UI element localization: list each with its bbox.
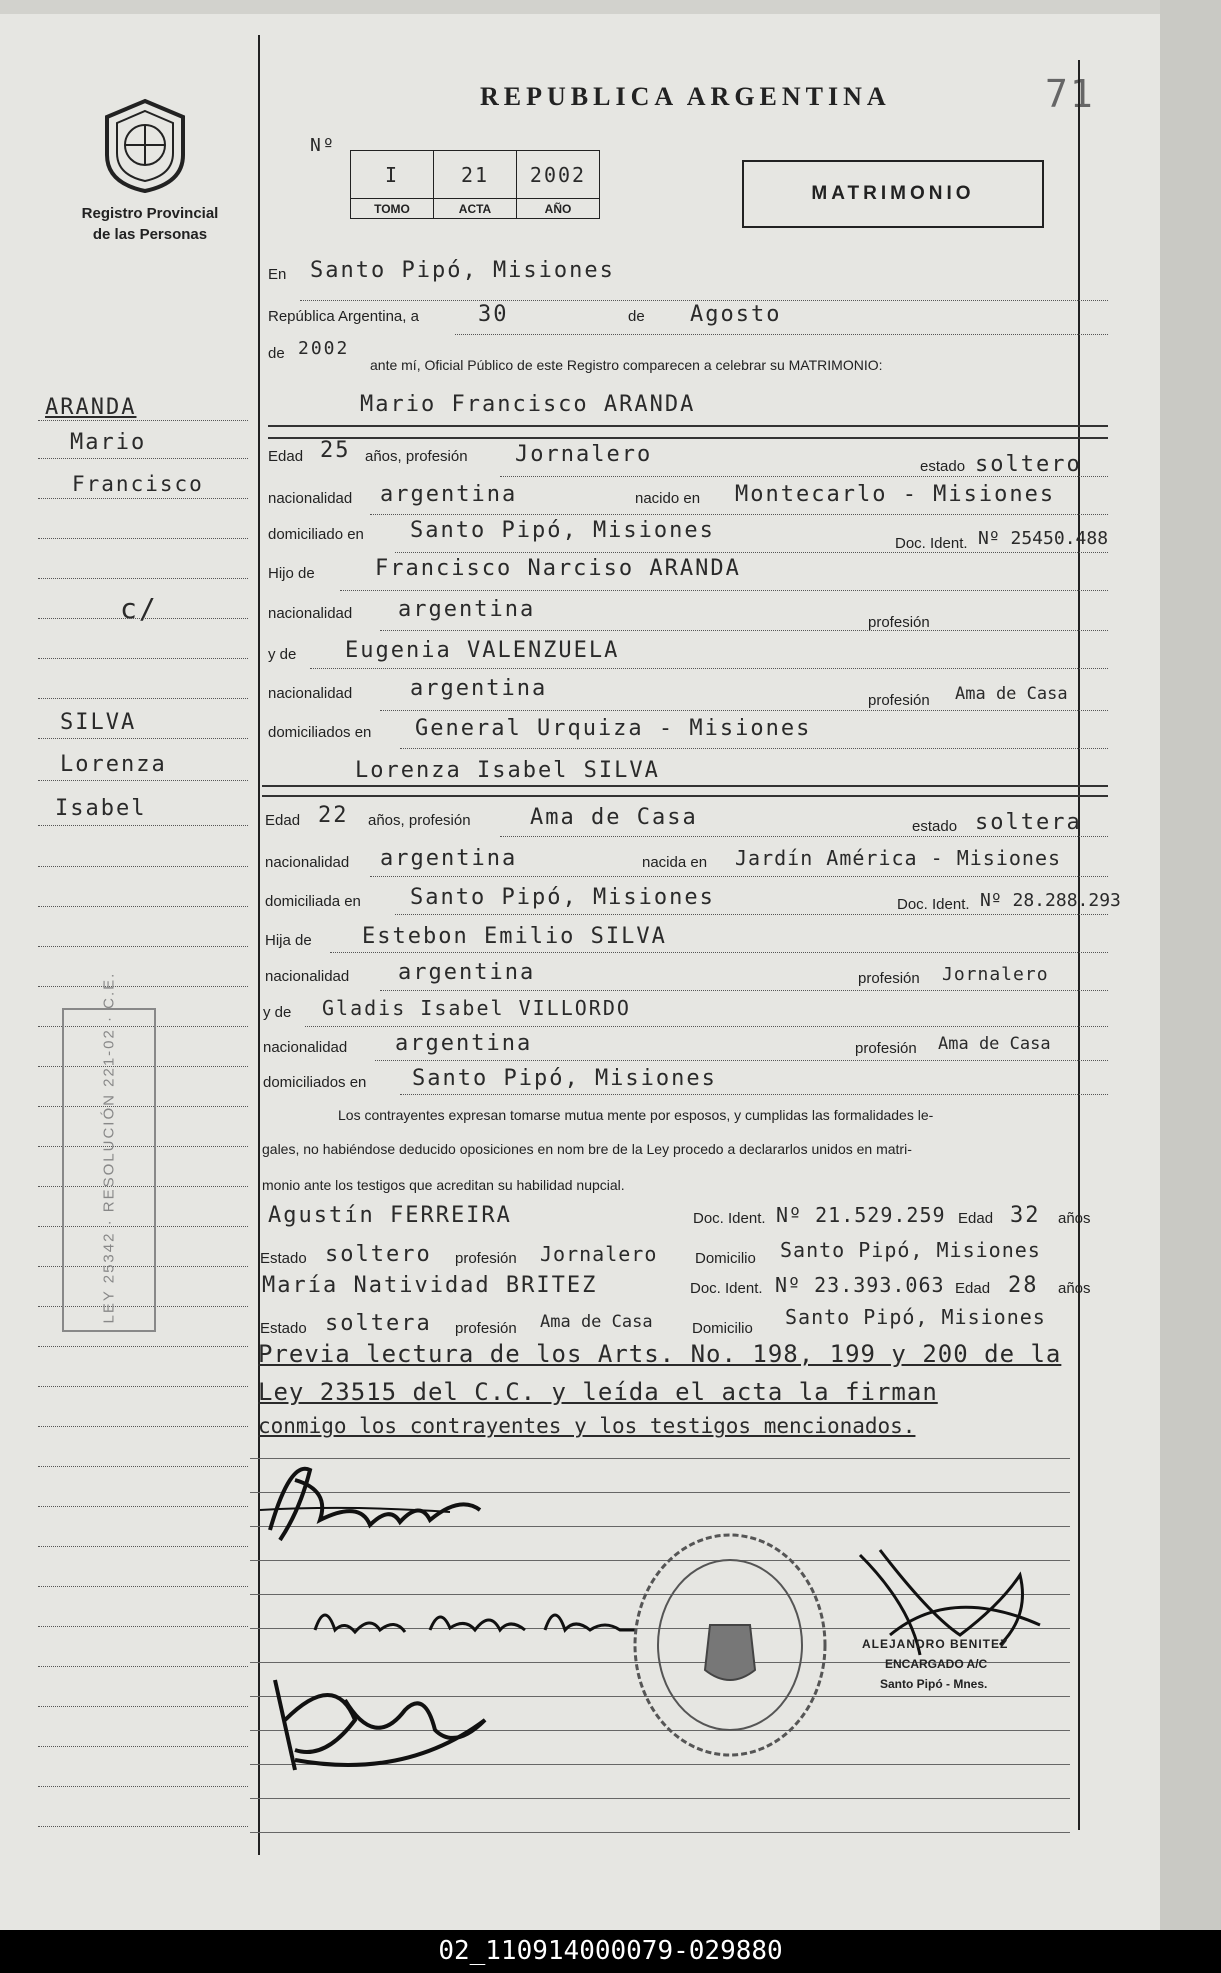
- groom-mother-nationality: argentina: [410, 676, 548, 701]
- intro-day: 30: [478, 302, 509, 327]
- image-caption: 02_110914000079-029880: [0, 1930, 1221, 1973]
- groom-full-name: Mario Francisco ARANDA: [360, 392, 696, 417]
- bride-father-nationality: argentina: [398, 960, 536, 985]
- rule-line: [310, 668, 1108, 669]
- bride-y-de-label: y de: [263, 1004, 292, 1021]
- witness1-doc: Nº 21.529.259: [776, 1203, 946, 1227]
- margin-groom-name1: Mario: [70, 430, 147, 455]
- rule-line: [400, 748, 1108, 749]
- acta-label: ACTA: [434, 199, 517, 219]
- margin-rule: [38, 1386, 248, 1387]
- hija-de-label: Hija de: [265, 932, 312, 949]
- rule-line: [380, 710, 1108, 711]
- bride-doc-label: Doc. Ident.: [897, 896, 970, 913]
- groom-doc-label: Doc. Ident.: [895, 535, 968, 552]
- bride-birthplace: Jardín América - Misiones: [735, 846, 1062, 870]
- margin-divider: [258, 35, 260, 1855]
- margin-stamp-text: LEY 25342 · RESOLUCIÓN 221-02 · C.E.: [100, 971, 118, 1324]
- margin-bride-name1: Lorenza: [60, 752, 167, 777]
- bride-father-nac-label: nacionalidad: [265, 968, 350, 985]
- bride-parents-domiciliados-label: domiciliados en: [263, 1074, 367, 1091]
- bride-parents-address: Santo Pipó, Misiones: [412, 1066, 717, 1091]
- bride-profession: Ama de Casa: [530, 805, 698, 830]
- groom-age: 25: [320, 438, 351, 463]
- official-office: Santo Pipó - Mnes.: [880, 1677, 988, 1691]
- en-label: En: [268, 266, 287, 283]
- registry-logo-icon: [95, 95, 195, 195]
- page-binding-edge: [1160, 0, 1221, 1930]
- rule-line: [262, 785, 1108, 787]
- margin-rule: [38, 738, 248, 739]
- margin-rule: [38, 498, 248, 499]
- witness2-estado-label: Estado: [260, 1320, 307, 1337]
- margin-rule: [38, 458, 248, 459]
- bride-mother-nac-label: nacionalidad: [263, 1039, 348, 1056]
- bride-signature: [310, 1590, 640, 1650]
- official-seal-icon: [630, 1530, 830, 1760]
- witness1-status: soltero: [325, 1242, 432, 1267]
- page-number: 71: [1045, 72, 1095, 116]
- margin-rule: [38, 538, 248, 539]
- groom-domiciliado-label: domiciliado en: [268, 526, 364, 543]
- bride-nationality: argentina: [380, 846, 518, 871]
- witness1-age: 32: [1010, 1203, 1041, 1228]
- bride-father-profesion-label: profesión: [858, 970, 920, 987]
- groom-anos-profesion-label: años, profesión: [365, 448, 468, 465]
- groom-civil-status: soltero: [975, 452, 1082, 477]
- bride-mother-profession: Ama de Casa: [938, 1034, 1051, 1054]
- bride-nacionalidad-label: nacionalidad: [265, 854, 350, 871]
- groom-nacido-label: nacido en: [635, 490, 701, 507]
- bride-full-name: Lorenza Isabel SILVA: [355, 758, 660, 783]
- official-title: ENCARGADO A/C: [885, 1657, 988, 1671]
- bride-doc: Nº 28.288.293: [980, 890, 1121, 911]
- witness2-edad-label: Edad: [955, 1280, 991, 1297]
- appear-text: ante mí, Oficial Público de este Registro comparecen a celebrar su MATRIMONIO:: [370, 357, 883, 373]
- groom-father-profesion-label: profesión: [868, 614, 930, 631]
- margin-rule: [38, 986, 248, 987]
- margin-rule: [38, 1506, 248, 1507]
- groom-mother-nac-label: nacionalidad: [268, 685, 353, 702]
- rule-line: [300, 300, 1108, 301]
- de-label: de: [628, 308, 645, 325]
- declaration-line3: monio ante los testigos que acreditan su habilidad nupcial.: [262, 1177, 625, 1193]
- witness2-age: 28: [1008, 1273, 1039, 1298]
- year-prefix-label: de: [268, 345, 285, 362]
- bride-nacida-label: nacida en: [642, 854, 708, 871]
- bride-anos-profesion-label: años, profesión: [368, 812, 471, 829]
- rule-line: [268, 425, 1108, 427]
- rule-line: [250, 1832, 1070, 1833]
- bride-mother: Gladis Isabel VILLORDO: [322, 996, 631, 1020]
- bride-edad-label: Edad: [265, 812, 301, 829]
- groom-estado-label: estado: [920, 458, 966, 475]
- hijo-de-label: Hijo de: [268, 565, 315, 582]
- witness1-estado-label: Estado: [260, 1250, 307, 1267]
- bride-address: Santo Pipó, Misiones: [410, 885, 715, 910]
- page-top-edge: [0, 0, 1221, 14]
- closing-line3: conmigo los contrayentes y los testigos mencionados.: [258, 1414, 916, 1438]
- rule-line: [375, 1060, 1108, 1061]
- bride-mother-nationality: argentina: [395, 1031, 533, 1056]
- margin-rule: [38, 906, 248, 907]
- margin-rule: [38, 1546, 248, 1547]
- rule-line: [500, 476, 1108, 477]
- rule-line: [340, 590, 1108, 591]
- intro-place: Santo Pipó, Misiones: [310, 258, 615, 283]
- intro-year: 2002: [298, 338, 350, 359]
- witness1-profession: Jornalero: [540, 1242, 658, 1266]
- margin-rule: [38, 825, 248, 826]
- margin-rule: [38, 1466, 248, 1467]
- rule-line: [330, 952, 1108, 953]
- witness1-domicilio-label: Domicilio: [695, 1250, 756, 1267]
- right-border: [1078, 60, 1080, 1830]
- margin-groom-surname: ARANDA: [45, 395, 137, 420]
- margin-rule: [38, 578, 248, 579]
- groom-signature: [250, 1450, 490, 1560]
- margin-rule: [38, 1826, 248, 1827]
- margin-rule: [38, 1786, 248, 1787]
- bride-civil-status: soltera: [975, 810, 1082, 835]
- margin-rule: [38, 946, 248, 947]
- groom-nacionalidad-label: nacionalidad: [268, 490, 353, 507]
- witness1-doc-label: Doc. Ident.: [693, 1210, 766, 1227]
- groom-parents-domiciliados-label: domiciliados en: [268, 724, 372, 741]
- registry-table: [350, 150, 600, 219]
- witness2-anos-label: años: [1058, 1280, 1091, 1297]
- document-type: MATRIMONIO: [811, 183, 975, 204]
- groom-nationality: argentina: [380, 482, 518, 507]
- margin-rule: [38, 1666, 248, 1667]
- witness2-profesion-label: profesión: [455, 1320, 517, 1337]
- witness2-profession: Ama de Casa: [540, 1312, 653, 1332]
- intro-month: Agosto: [690, 302, 782, 327]
- bride-father: Estebon Emilio SILVA: [362, 924, 667, 949]
- groom-father: Francisco Narciso ARANDA: [375, 556, 741, 581]
- rule-line: [370, 514, 1108, 515]
- margin-rule: [38, 1706, 248, 1707]
- closing-line2: Ley 23515 del C.C. y leída el acta la firman: [258, 1378, 938, 1406]
- witness-signature: [255, 1660, 495, 1790]
- margin-bride-surname: SILVA: [60, 710, 137, 735]
- registry-name-line2: de las Personas: [92, 226, 208, 243]
- rule-line: [370, 876, 1108, 877]
- margin-stamp: [62, 971, 156, 1332]
- witness2-name: María Natividad BRITEZ: [262, 1273, 598, 1298]
- tomo-label: TOMO: [351, 199, 434, 219]
- groom-y-de-label: y de: [268, 646, 297, 663]
- witness1-address: Santo Pipó, Misiones: [780, 1238, 1041, 1262]
- registry-name-line1: Registro Provincial: [81, 205, 219, 222]
- margin-rule: [38, 420, 248, 421]
- margin-rule: [38, 780, 248, 781]
- groom-doc: Nº 25450.488: [978, 528, 1109, 549]
- document-type-box: [742, 160, 1044, 228]
- margin-groom-name2: Francisco: [72, 472, 204, 496]
- rule-line: [262, 795, 1108, 797]
- witness2-doc: Nº 23.393.063: [775, 1273, 945, 1297]
- witness2-domicilio-label: Domicilio: [692, 1320, 753, 1337]
- republic-label: República Argentina, a: [268, 308, 419, 325]
- official-name: ALEJANDRO BENITEZ: [862, 1637, 1009, 1651]
- rule-line: [268, 437, 1108, 439]
- margin-rule: [38, 698, 248, 699]
- groom-edad-label: Edad: [268, 448, 304, 465]
- groom-father-nac-label: nacionalidad: [268, 605, 353, 622]
- bride-age: 22: [318, 803, 349, 828]
- ano-value: 2002: [517, 151, 600, 199]
- tomo-value: I: [351, 151, 434, 199]
- witness1-profesion-label: profesión: [455, 1250, 517, 1267]
- groom-parents-address: General Urquiza - Misiones: [415, 716, 812, 741]
- witness1-anos-label: años: [1058, 1210, 1091, 1227]
- groom-birthplace: Montecarlo - Misiones: [735, 482, 1056, 507]
- witness1-name: Agustín FERREIRA: [268, 1203, 512, 1228]
- witness2-doc-label: Doc. Ident.: [690, 1280, 763, 1297]
- bride-mother-profesion-label: profesión: [855, 1040, 917, 1057]
- groom-mother-profession: Ama de Casa: [955, 684, 1068, 704]
- margin-rule: [38, 866, 248, 867]
- country-title: REPUBLICA ARGENTINA: [480, 82, 891, 111]
- bride-father-profession: Jornalero: [942, 964, 1049, 985]
- groom-profession: Jornalero: [515, 442, 653, 467]
- margin-rule: [38, 1586, 248, 1587]
- ano-label: AÑO: [517, 199, 600, 219]
- witness1-edad-label: Edad: [958, 1210, 994, 1227]
- groom-address: Santo Pipó, Misiones: [410, 518, 715, 543]
- rule-line: [305, 1026, 1108, 1027]
- witness2-address: Santo Pipó, Misiones: [785, 1305, 1046, 1329]
- margin-rule: [38, 1346, 248, 1347]
- groom-mother: Eugenia VALENZUELA: [345, 638, 620, 663]
- rule-line: [380, 990, 1108, 991]
- declaration-line2: gales, no habiéndose deducido oposiciones en nom bre de la Ley procedo a declararlos unidos en matri-: [262, 1141, 912, 1157]
- margin-connector: c/: [120, 592, 158, 625]
- closing-line1: Previa lectura de los Arts. No. 198, 199 y 200 de la: [258, 1340, 1062, 1368]
- witness2-status: soltera: [325, 1311, 432, 1336]
- groom-mother-profesion-label: profesión: [868, 692, 930, 709]
- rule-line: [395, 914, 1108, 915]
- bride-estado-label: estado: [912, 818, 958, 835]
- rule-line: [395, 552, 1108, 553]
- rule-line: [250, 1798, 1070, 1799]
- tome-prefix: Nº: [310, 135, 336, 156]
- acta-value: 21: [434, 151, 517, 199]
- bride-domiciliada-label: domiciliada en: [265, 893, 361, 910]
- rule-line: [455, 334, 1108, 335]
- groom-father-nationality: argentina: [398, 597, 536, 622]
- rule-line: [380, 630, 1108, 631]
- margin-rule: [38, 1626, 248, 1627]
- margin-rule: [38, 658, 248, 659]
- margin-rule: [38, 618, 248, 619]
- declaration-line1: Los contrayentes expresan tomarse mutua mente por esposos, y cumplidas las formalidades le-: [338, 1107, 934, 1123]
- margin-rule: [38, 1746, 248, 1747]
- margin-bride-name2: Isabel: [55, 796, 147, 821]
- rule-line: [500, 836, 1108, 837]
- margin-rule: [38, 1426, 248, 1427]
- rule-line: [400, 1094, 1108, 1095]
